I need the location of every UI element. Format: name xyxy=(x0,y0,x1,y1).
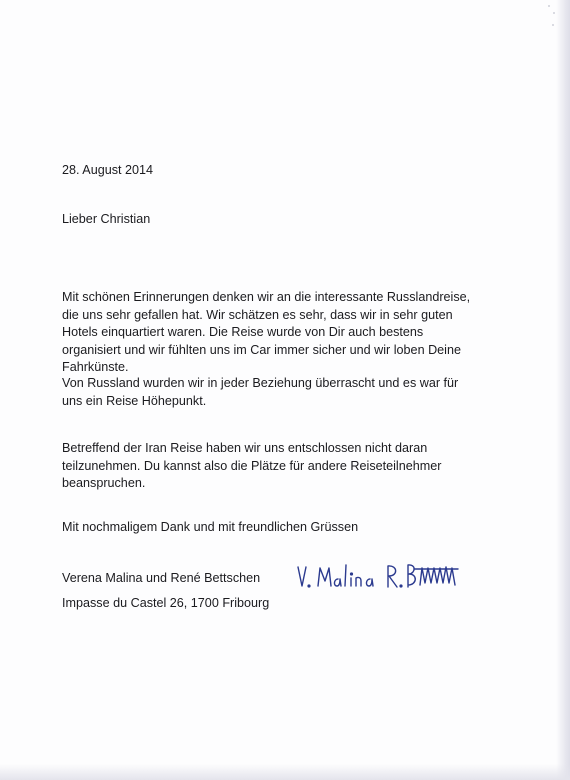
paragraph-1-line: die uns sehr gefallen hat. Wir schätzen es sehr, dass wir in sehr guten xyxy=(62,307,453,322)
letter-closing: Mit nochmaligem Dank und mit freundlichen Grüssen xyxy=(62,520,359,534)
paragraph-2-line: uns ein Reise Höhepunkt. xyxy=(62,393,207,408)
scan-speck xyxy=(553,12,555,14)
paragraph-1-line: Mit schönen Erinnerungen denken wir an die interessante Russlandreise, xyxy=(62,290,471,304)
paragraph-2-line: Von Russland wurden wir in jeder Beziehung überrascht und es war für xyxy=(62,376,459,390)
paragraph-1-line: Fahrkünste. xyxy=(62,360,129,375)
paper-edge-shadow-bottom xyxy=(0,764,570,780)
paragraph-1-line: Hotels einquartiert waren. Die Reise wurde von Dir auch bestens xyxy=(62,325,424,340)
sender-names: Verena Malina und René Bettschen xyxy=(62,571,261,585)
paragraph-3-line: beanspruchen. xyxy=(62,476,146,491)
sender-address: Impasse du Castel 26, 1700 Fribourg xyxy=(62,596,270,610)
paper-edge-shadow-right xyxy=(556,0,570,780)
letter-date: 28. August 2014 xyxy=(62,163,154,177)
paragraph-2 xyxy=(62,375,458,410)
paragraph-3 xyxy=(62,440,441,493)
scan-speck xyxy=(552,24,554,26)
paragraph-1 xyxy=(62,289,470,377)
handwritten-signature xyxy=(294,559,466,593)
paragraph-3-line: teilzunehmen. Du kannst also die Plätze für andere Reiseteilnehmer xyxy=(62,458,442,473)
paragraph-1-line: organisiert und wir fühlten uns im Car immer sicher und wir loben Deine xyxy=(62,342,461,357)
scan-speck xyxy=(548,5,550,7)
paragraph-3-line: Betreffend der Iran Reise haben wir uns entschlossen nicht daran xyxy=(62,441,428,455)
letter-salutation: Lieber Christian xyxy=(62,212,151,226)
